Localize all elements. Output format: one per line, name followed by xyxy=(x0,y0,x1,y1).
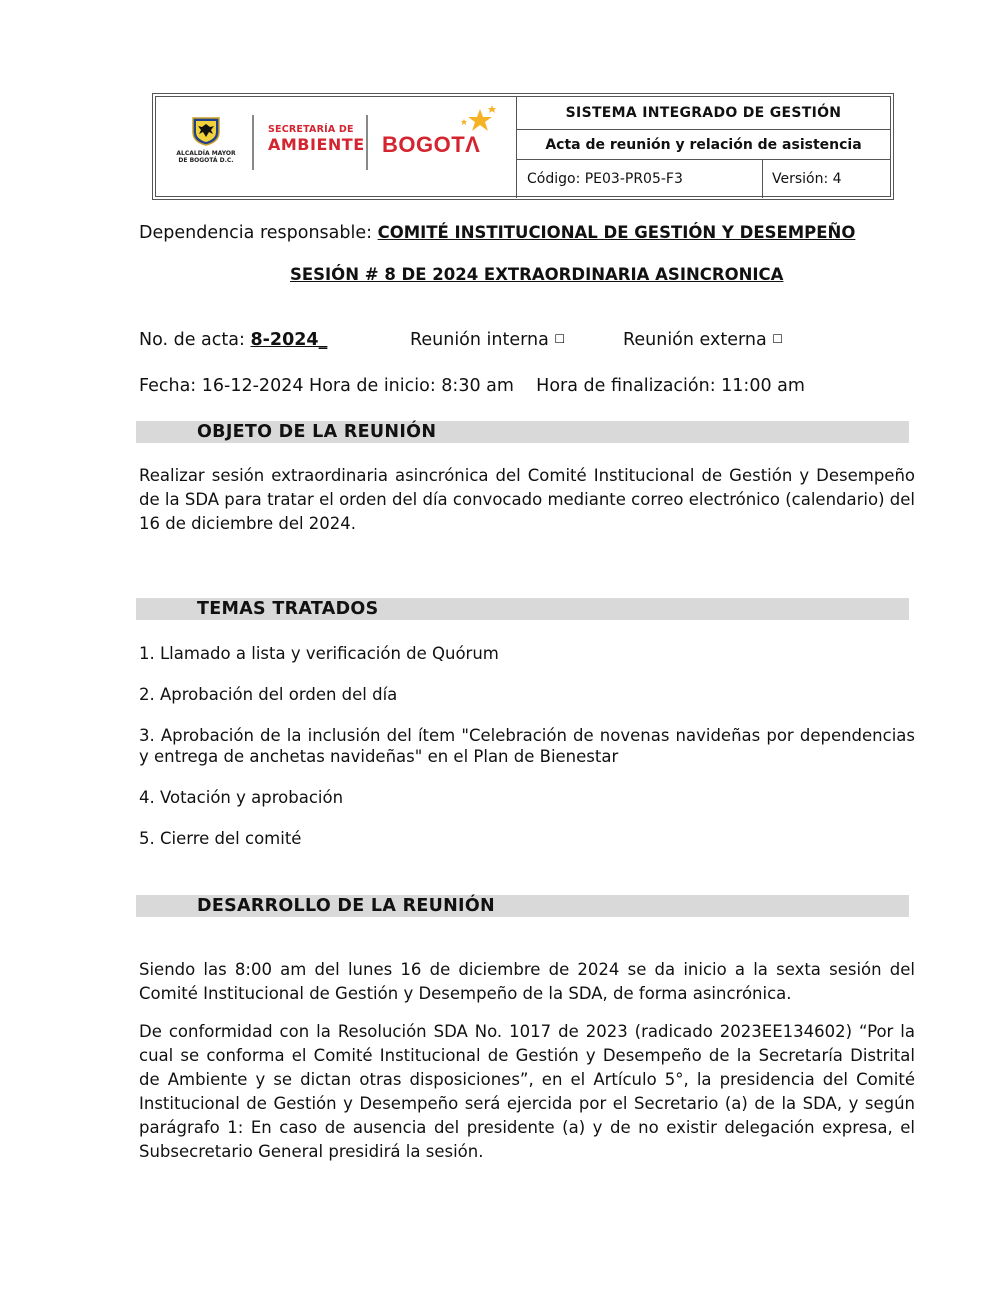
session-title: SESIÓN # 8 DE 2024 EXTRAORDINARIA ASINCRONICA xyxy=(290,265,784,284)
list-item: 1. Llamado a lista y verificación de Quórum xyxy=(139,644,499,663)
dependencia-label: Dependencia responsable: xyxy=(139,223,378,243)
reunion-interna-checkbox[interactable]: ☐ xyxy=(554,332,566,346)
cell-divider xyxy=(762,160,763,198)
section-header-desarrollo xyxy=(136,895,909,917)
objeto-text: Realizar sesión extraordinaria asincrónica del Comité Institucional de Gestión y Desempeño de la SDA para tratar el orden del día convocado mediante correo electrónico (calendario) del 16 de diciembre del 2024. xyxy=(139,466,915,533)
dependencia-line xyxy=(139,223,855,243)
secretaria-label: SECRETARÍA DE xyxy=(268,124,354,135)
header-table xyxy=(152,93,894,200)
alcaldia-line1: ALCALDÍA MAYOR xyxy=(176,150,236,157)
form-title: Acta de reunión y relación de asistencia xyxy=(517,130,890,160)
list-item: 5. Cierre del comité xyxy=(139,829,302,848)
section-title: TEMAS TRATADOS xyxy=(197,599,379,619)
logos-cell xyxy=(156,97,517,198)
reunion-externa-label: Reunión externa xyxy=(623,330,767,350)
logo-divider xyxy=(366,115,368,170)
code-version-row xyxy=(517,160,890,198)
form-info-cells xyxy=(517,97,890,198)
acta-number-line xyxy=(139,330,327,350)
form-version: Versión: 4 xyxy=(772,171,842,187)
section-header-objeto xyxy=(136,421,909,443)
section-title: OBJETO DE LA REUNIÓN xyxy=(197,422,437,442)
coat-of-arms-icon xyxy=(190,115,222,147)
reunion-externa xyxy=(623,330,783,350)
alcaldia-line2: DE BOGOTÁ D.C. xyxy=(178,157,234,164)
acta-value: 8-2024_ xyxy=(250,330,328,350)
reunion-externa-checkbox[interactable]: ☐ xyxy=(772,332,784,346)
reunion-interna-label: Reunión interna xyxy=(410,330,549,350)
list-item: 4. Votación y aprobación xyxy=(139,788,344,807)
desarrollo-paragraph: Siendo las 8:00 am del lunes 16 de diciembre de 2024 se da inicio a la sexta sesión del Comité Institucional de Gestión y Desempeño de la SDA, de forma asincrónica. xyxy=(139,960,915,1003)
section-header-temas xyxy=(136,598,909,620)
acta-label: No. de acta: xyxy=(139,330,251,350)
form-code: Código: PE03-PR05-F3 xyxy=(527,171,683,187)
ambiente-label: AMBIENTE xyxy=(268,135,365,154)
desarrollo-paragraph: De conformidad con la Resolución SDA No. 1017 de 2023 (radicado 2023EE134602) “Por la cual se conforma el Comité Institucional de Gestión y Desempeño de la Secretaría Distrital de Ambiente y se dictan otras disposiciones”, en el Artículo 5°, la presidencia del Comité Institucional de Gestión y Desempeño será ejercida por el Secretario (a) de la SDA, y según parágrafo 1: En caso de ausencia del presidente (a) y de no existir delegación expresa, el Subsecretario General presidirá la sesión. xyxy=(139,1022,915,1161)
dependencia-value: COMITÉ INSTITUCIONAL DE GESTIÓN Y DESEMPEÑO xyxy=(377,223,856,242)
list-item: 2. Aprobación del orden del día xyxy=(139,685,398,704)
fecha-line: Fecha: 16-12-2024 Hora de inicio: 8:30 am Hora de finalización: 11:00 am xyxy=(139,376,805,396)
logo-divider xyxy=(252,115,254,170)
system-title: SISTEMA INTEGRADO DE GESTIÓN xyxy=(517,97,890,130)
alcaldia-label xyxy=(170,150,242,164)
star-icon xyxy=(456,105,496,139)
section-title: DESARROLLO DE LA REUNIÓN xyxy=(197,896,495,916)
list-item: 3. Aprobación de la inclusión del ítem "Celebración de novenas navideñas por dependencias y entrega de anchetas navideñas" en el Plan de Bienestar xyxy=(139,726,915,766)
bogota-logo: BOGOTΛ xyxy=(382,132,481,157)
reunion-interna xyxy=(410,330,565,350)
